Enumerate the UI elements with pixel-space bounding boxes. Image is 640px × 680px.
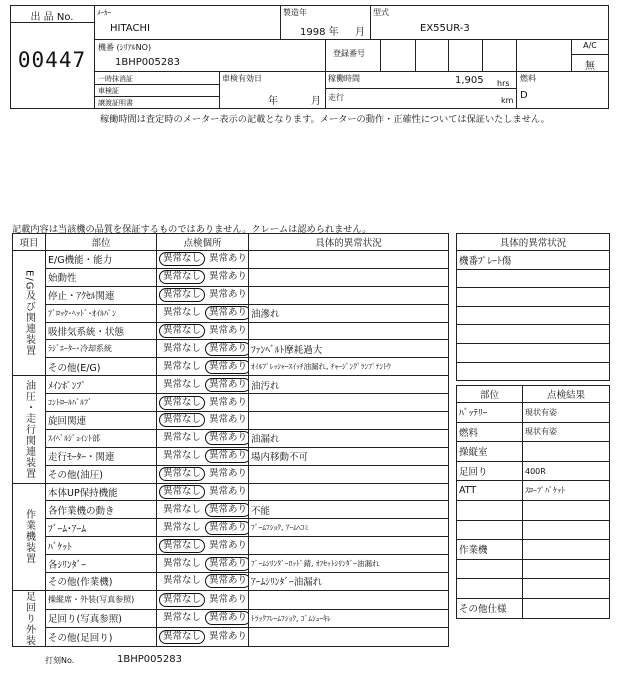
check-cell: [157, 447, 249, 465]
no-abnormality-option[interactable]: 異常なし: [163, 450, 202, 462]
result-part-cell: 操縦室: [457, 442, 523, 462]
table-row: [457, 325, 610, 344]
abnormality-option[interactable]: 異常あり: [205, 306, 248, 320]
abnormality-option[interactable]: 異常あり: [205, 557, 248, 571]
check-cell: [157, 251, 249, 269]
abnormality-option[interactable]: 異常あり: [209, 289, 248, 301]
part-cell: その他(作業機): [46, 573, 157, 591]
no-abnormality-option[interactable]: 異常なし: [159, 467, 205, 481]
result-value-cell: 現状有姿: [523, 403, 610, 423]
part-cell: ﾗｼﾞｴｰﾀｰ･冷却系統: [46, 340, 157, 358]
check-cell: [157, 609, 249, 628]
table-row: [13, 483, 449, 501]
check-cell: [157, 394, 249, 412]
table-row: [457, 442, 610, 462]
abnormality-option[interactable]: 異常あり: [209, 414, 248, 426]
quality-note: 記載内容は当該機の品質を保証するものではありません。クレームは認められません。: [12, 224, 372, 235]
table-row: [457, 362, 610, 381]
check-cell: [157, 340, 249, 358]
hours-label: 稼働時間: [328, 74, 360, 83]
check-cell: [157, 268, 249, 286]
result-part-cell: ATT: [457, 481, 523, 501]
year-label: 製造年: [283, 8, 307, 17]
hours-unit: hrs: [497, 79, 510, 88]
abnormality-option[interactable]: 異常あり: [209, 593, 248, 605]
table-row: [457, 269, 610, 288]
result-value-cell: [523, 520, 610, 540]
stamp-value: 1BHP005283: [117, 654, 182, 665]
part-cell: ｽｲﾍﾞﾙｼﾞｮｲﾝﾄ部: [46, 429, 157, 447]
detail-cell: [249, 322, 449, 340]
no-abnormality-option[interactable]: 異常なし: [159, 485, 205, 499]
table-row: [13, 358, 449, 376]
inspection-date-label: 車検有効日: [222, 74, 262, 83]
serial-label: 機番 (ｼﾘｱﾙNO): [98, 43, 152, 52]
table-row: [13, 609, 449, 628]
right-detail-cell: [457, 343, 610, 362]
detail-cell: ﾌﾞｰﾑﾌｼｮｸ, ｱｰﾑﾍｺﾐ: [249, 519, 449, 537]
no-abnormality-option[interactable]: 異常なし: [159, 630, 205, 644]
table-row: [457, 306, 610, 325]
no-abnormality-option[interactable]: 異常なし: [163, 575, 202, 587]
check-cell: [157, 304, 249, 322]
fuel-value: D: [520, 90, 528, 101]
group-label: 作業機装置: [23, 509, 35, 565]
no-abnormality-option[interactable]: 異常なし: [163, 557, 202, 569]
result-value-cell: [523, 540, 610, 560]
check-cell: [157, 429, 249, 447]
result-value-cell: [523, 559, 610, 579]
serial-value: 1BHP005283: [115, 57, 180, 68]
part-cell: 操縦席・外装(写真参照): [46, 590, 157, 609]
table-row: [457, 559, 610, 579]
detail-cell: 油漏れ: [249, 429, 449, 447]
part-cell: その他(足回り): [46, 628, 157, 647]
group-label-cell: [13, 376, 46, 483]
detail-cell: 不能: [249, 501, 449, 519]
part-cell: 各作業機の動き: [46, 501, 157, 519]
result-part-cell: 作業機: [457, 540, 523, 560]
abnormality-option[interactable]: 異常あり: [205, 360, 248, 374]
cert-vehicle-inspection: 車検証: [98, 87, 119, 95]
abnormality-option[interactable]: 異常あり: [209, 325, 248, 336]
no-abnormality-option[interactable]: 異常なし: [163, 503, 202, 515]
abnormality-option[interactable]: 異常あり: [209, 539, 248, 551]
group-label-cell: [13, 483, 46, 590]
result-value-cell: [523, 598, 610, 618]
part-cell: 始動性: [46, 268, 157, 286]
table-row: [13, 251, 449, 269]
group-label: 足回り外装: [23, 590, 35, 646]
table-row: [457, 598, 610, 618]
maker-value: HITACHI: [110, 23, 150, 34]
registration-label: 登録番号: [333, 49, 365, 58]
col-detail-header: 具体的異常状況: [249, 234, 449, 251]
ac-label: A/C: [583, 41, 597, 50]
detail-cell: ﾌｧﾝﾍﾞﾙﾄ摩耗過大: [249, 340, 449, 358]
table-row: [13, 322, 449, 340]
abnormality-option[interactable]: 異常あり: [205, 611, 248, 625]
detail-cell: [249, 537, 449, 555]
check-cell: [157, 555, 249, 573]
inspection-table: [12, 233, 449, 647]
abnormality-option[interactable]: 異常あり: [209, 271, 248, 283]
table-row: [13, 394, 449, 412]
part-cell: E/G機能・能力: [46, 251, 157, 269]
table-row: [13, 286, 449, 304]
no-abnormality-option[interactable]: 異常なし: [159, 593, 205, 607]
table-row: [457, 403, 610, 423]
group-label-cell: [13, 590, 46, 646]
check-cell: [157, 573, 249, 591]
result-part-cell: 燃料: [457, 422, 523, 442]
result-part-cell: [457, 559, 523, 579]
part-cell: ﾌﾞｰﾑ･ｱｰﾑ: [46, 519, 157, 537]
table-row: [13, 412, 449, 430]
result-part-header: 部位: [457, 386, 523, 403]
no-abnormality-option[interactable]: 異常なし: [159, 413, 205, 427]
detail-cell: [249, 286, 449, 304]
no-abnormality-option[interactable]: 異常なし: [159, 252, 205, 266]
table-row: [13, 447, 449, 465]
no-abnormality-option[interactable]: 異常なし: [163, 360, 202, 372]
detail-cell: [249, 251, 449, 269]
ac-value: 無: [585, 61, 595, 72]
no-abnormality-option[interactable]: 異常なし: [163, 307, 202, 319]
table-row: [457, 343, 610, 362]
result-value-cell: ｽﾛｰﾌﾟﾊﾞｹｯﾄ: [523, 481, 610, 501]
result-part-cell: ﾊﾞｯﾃﾘｰ: [457, 403, 523, 423]
result-value-cell: [523, 442, 610, 462]
stamp-label: 打刻No.: [45, 656, 75, 665]
table-row: [13, 537, 449, 555]
no-abnormality-option[interactable]: 異常なし: [163, 378, 202, 390]
table-row: [13, 340, 449, 358]
table-row: [13, 465, 449, 483]
col-check-header: 点検個所: [157, 234, 249, 251]
right-detail-cell: [457, 306, 610, 325]
right-detail-table: [456, 233, 610, 381]
result-part-cell: [457, 520, 523, 540]
no-abnormality-option[interactable]: 異常なし: [163, 612, 202, 624]
check-cell: [157, 465, 249, 483]
table-row: [13, 304, 449, 322]
part-cell: ﾌﾞﾛｯｸ･ﾍｯﾄﾞ･ｵｲﾙﾊﾟﾝ: [46, 304, 157, 322]
table-row: [13, 590, 449, 609]
table-row: [457, 520, 610, 540]
result-value-cell: [523, 500, 610, 520]
abnormality-option[interactable]: 異常あり: [205, 521, 248, 535]
km-unit: km: [501, 96, 514, 105]
part-cell: 吸排気系統・状態: [46, 322, 157, 340]
cert-transfer: 譲渡証明書: [98, 99, 133, 107]
part-cell: その他(E/G): [46, 358, 157, 376]
check-cell: [157, 286, 249, 304]
detail-cell: [249, 483, 449, 501]
check-cell: [157, 412, 249, 430]
inspection-year-unit: 年: [268, 96, 278, 107]
abnormality-option[interactable]: 異常あり: [205, 503, 248, 517]
check-cell: [157, 483, 249, 501]
result-value-cell: [523, 579, 610, 599]
table-row: [13, 501, 449, 519]
right-detail-cell: [457, 269, 610, 288]
fuel-label: 燃料: [520, 74, 536, 83]
abnormality-option[interactable]: 異常あり: [209, 468, 248, 480]
table-row: [13, 628, 449, 647]
part-cell: 足回り(写真参照): [46, 609, 157, 628]
abnormality-option[interactable]: 異常あり: [209, 486, 248, 498]
detail-cell: [249, 465, 449, 483]
result-part-cell: [457, 500, 523, 520]
col-part-header: 部位: [46, 234, 157, 251]
no-abnormality-option[interactable]: 異常なし: [159, 539, 205, 553]
table-row: [13, 573, 449, 591]
result-value-cell: 現状有姿: [523, 422, 610, 442]
check-cell: [157, 519, 249, 537]
lot-label: 出 品 No.: [30, 12, 74, 23]
lot-number: 00447: [17, 48, 87, 72]
no-abnormality-option[interactable]: 異常なし: [159, 270, 205, 284]
no-abnormality-option[interactable]: 異常なし: [163, 342, 202, 354]
result-value-cell: 400R: [523, 461, 610, 481]
abnormality-option[interactable]: 異常あり: [209, 631, 248, 643]
table-row: [457, 481, 610, 501]
abnormality-option[interactable]: 異常あり: [205, 342, 248, 356]
table-row: [457, 579, 610, 599]
detail-cell: 場内移動不可: [249, 447, 449, 465]
table-row: [13, 555, 449, 573]
check-cell: [157, 376, 249, 394]
meter-note: 稼働時間は査定時のメーター表示の記載となります。メーターの動作・正確性については保証いたしません。: [100, 114, 550, 125]
table-row: [457, 422, 610, 442]
table-row: [13, 519, 449, 537]
right-detail-cell: [457, 288, 610, 307]
result-table: [456, 385, 610, 619]
result-part-cell: 足回り: [457, 461, 523, 481]
abnormality-option[interactable]: 異常あり: [209, 396, 248, 408]
model-value: EX55UR-3: [420, 23, 470, 34]
no-abnormality-option[interactable]: 異常なし: [159, 324, 205, 338]
result-value-header: 点検結果: [523, 386, 610, 403]
table-row: [13, 268, 449, 286]
travel-label: 走行: [328, 93, 344, 102]
table-row: [13, 429, 449, 447]
detail-cell: ﾄﾗｯｸﾌﾚｰﾑﾌｼｮｸ, ｺﾞﾑｼｭｰｷﾚ: [249, 609, 449, 628]
maker-label: ﾒｰｶｰ: [97, 9, 111, 17]
part-cell: その他(油圧): [46, 465, 157, 483]
part-cell: 各ｼﾘﾝﾀﾞｰ: [46, 555, 157, 573]
abnormality-option[interactable]: 異常あり: [205, 574, 248, 588]
check-cell: [157, 628, 249, 647]
detail-cell: 油滲れ: [249, 304, 449, 322]
right-detail-cell: [457, 362, 610, 381]
no-abnormality-option[interactable]: 異常なし: [159, 288, 205, 302]
check-cell: [157, 501, 249, 519]
detail-cell: [249, 590, 449, 609]
table-row: [457, 500, 610, 520]
right-detail-header: 具体的異常状況: [457, 234, 610, 251]
abnormality-option[interactable]: 異常あり: [205, 378, 248, 392]
table-row: [457, 251, 610, 270]
check-cell: [157, 322, 249, 340]
table-row: [13, 376, 449, 394]
cert-temp-deregistration: 一時抹消証: [98, 75, 133, 83]
part-cell: 旋回関連: [46, 412, 157, 430]
model-label: 型式: [373, 8, 389, 17]
result-part-cell: その他仕様: [457, 598, 523, 618]
no-abnormality-option[interactable]: 異常なし: [163, 521, 202, 533]
part-cell: ﾒｲﾝﾎﾟﾝﾌﾟ: [46, 376, 157, 394]
abnormality-option[interactable]: 異常あり: [209, 253, 248, 265]
table-row: [457, 288, 610, 307]
group-label-cell: [13, 251, 46, 376]
table-row: [457, 461, 610, 481]
part-cell: ﾊﾞｹｯﾄ: [46, 537, 157, 555]
month-unit: 月: [355, 27, 365, 38]
part-cell: ｺﾝﾄﾛｰﾙﾊﾞﾙﾌﾞ: [46, 394, 157, 412]
right-detail-cell: [457, 325, 610, 344]
col-item-header: 項目: [13, 234, 46, 251]
detail-cell: [249, 412, 449, 430]
part-cell: 停止・ｱｸｾﾙ関連: [46, 286, 157, 304]
abnormality-option[interactable]: 異常あり: [205, 431, 248, 445]
group-label: 油圧・走行関連装置: [23, 379, 35, 479]
detail-cell: ﾌﾞｰﾑｼﾘﾝﾀﾞｰﾛｯﾄﾞ錆, ｵﾌｾｯﾄｼﾘﾝﾀﾞｰ油漏れ: [249, 555, 449, 573]
hours-value: 1,905: [455, 75, 484, 86]
detail-cell: [249, 628, 449, 647]
inspection-month-unit: 月: [311, 96, 321, 107]
check-cell: [157, 537, 249, 555]
detail-cell: [249, 394, 449, 412]
check-cell: [157, 358, 249, 376]
abnormality-option[interactable]: 異常あり: [205, 449, 248, 463]
check-cell: [157, 590, 249, 609]
table-row: [457, 540, 610, 560]
part-cell: 走行ﾓｰﾀｰ・関連: [46, 447, 157, 465]
detail-cell: 油汚れ: [249, 376, 449, 394]
right-detail-cell: 機番ﾌﾟﾚｰﾄ傷: [457, 251, 610, 270]
no-abnormality-option[interactable]: 異常なし: [163, 432, 202, 444]
result-part-cell: [457, 579, 523, 599]
detail-cell: ｱｰﾑｼﾘﾝﾀﾞｰ油漏れ: [249, 573, 449, 591]
group-label: E/G及び関連装置: [23, 269, 35, 357]
part-cell: 本体UP保持機能: [46, 483, 157, 501]
no-abnormality-option[interactable]: 異常なし: [159, 396, 205, 410]
detail-cell: ｵｲﾙﾌﾟﾚｯｼｬｰｽｲｯﾁ油漏れ, ﾁｬｰｼﾞﾝｸﾞﾗﾝﾌﾟﾃﾝﾄｳ: [249, 358, 449, 376]
detail-cell: [249, 268, 449, 286]
year-value: 1998 年: [300, 27, 339, 38]
